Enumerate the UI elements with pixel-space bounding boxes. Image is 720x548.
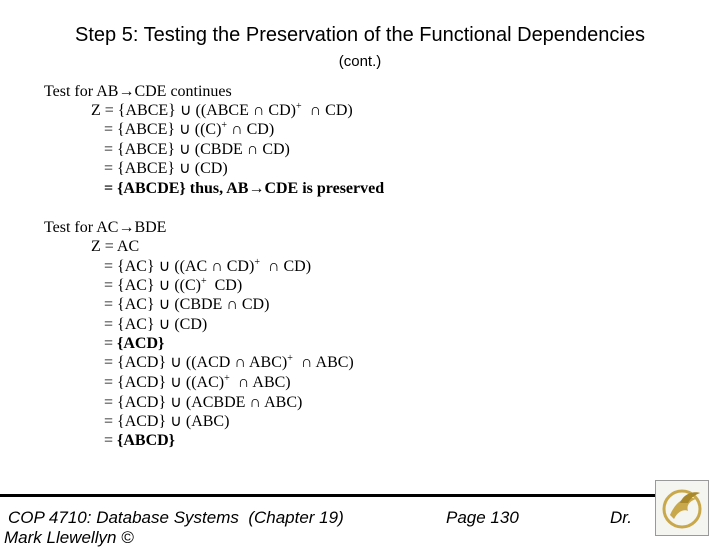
expr-text: = {ACD} ∪ (ACBDE ∩ ABC) [104,394,303,411]
expr-text: = {ABCE} ∪ (CD) [104,160,228,177]
heading-text: Test for AC [44,219,119,236]
heading-text: CDE continues [134,83,232,100]
block2-line [104,393,302,412]
heading-text: BDE [134,219,167,236]
expr-text: Z = {ABCE} ∪ ((ABCE ∩ CD) [91,102,296,119]
expr-text: = {ACD} ∪ ((AC) [104,374,225,391]
block1-heading [44,82,232,101]
arrow-icon: → [118,219,135,236]
expr-text: = {ACD} ∪ ((ACD ∩ ABC) [104,354,288,371]
block1-line [91,101,353,120]
block2-line [104,431,175,450]
pegasus-icon [656,481,708,535]
arrow-icon: → [118,83,135,100]
expr-text: ∩ ABC) [292,354,354,371]
block1-final-line [104,179,384,198]
block2-line [104,373,291,392]
expr-text: = {AC} ∪ (CD) [104,316,208,333]
expr-text: ∩ CD) [227,121,275,138]
closure-sup: + [200,276,207,287]
expr-text: CD) [206,277,243,294]
closure-sup: + [224,373,230,384]
closure-sup: + [254,257,260,268]
block2-line [104,334,164,353]
block2-line [104,276,242,295]
slide-title: Step 5: Testing the Preservation of the Functional Dependencies [75,24,645,46]
closure-sup: + [295,101,302,112]
expr-text: = {ABCE} ∪ ((C) [104,121,222,138]
expr-text: = {ABCDE} thus, AB [104,180,249,197]
expr-text: ∩ CD) [259,258,312,275]
closure-sup: + [287,353,293,364]
result-text: {ABCD} [117,432,175,449]
expr-text: ∩ ABC) [229,374,291,391]
footer-course: COP 4710: Database Systems (Chapter 19) [8,508,344,527]
expr-text: = [104,432,118,449]
slide-subtitle: (cont.) [338,53,382,70]
block2-heading [44,218,166,237]
arrow-icon: → [248,180,265,197]
heading-text: Test for AB [44,83,119,100]
expr-text: ∩ CD) [301,102,353,119]
footer-divider [0,494,655,497]
block1-line [104,140,290,159]
expr-text: CDE is preserved [264,180,385,197]
result-text: {ACD} [117,335,165,352]
expr-text: = {AC} ∪ (CBDE ∩ CD) [104,296,270,313]
closure-sup: + [221,120,228,131]
block2-line [104,353,354,372]
expr-text: = {ACD} ∪ (ABC) [104,413,230,430]
footer-author-line2: Mark Llewellyn © [4,528,134,547]
block2-line [104,295,269,314]
block1-line [104,120,274,139]
footer-author: Dr. [610,508,633,527]
expr-text: = [104,335,118,352]
ucf-logo-icon [655,480,709,536]
block1-line [104,159,228,178]
block2-line [104,315,207,334]
expr-text: = {ABCE} ∪ (CBDE ∩ CD) [104,141,290,158]
block2-line [104,257,311,276]
expr-text: = {AC} ∪ ((C) [104,277,201,294]
block2-line [104,412,229,431]
block2-first-line: Z = AC [91,238,140,255]
expr-text: = {AC} ∪ ((AC ∩ CD) [104,258,255,275]
footer-page: Page 130 [446,508,519,527]
